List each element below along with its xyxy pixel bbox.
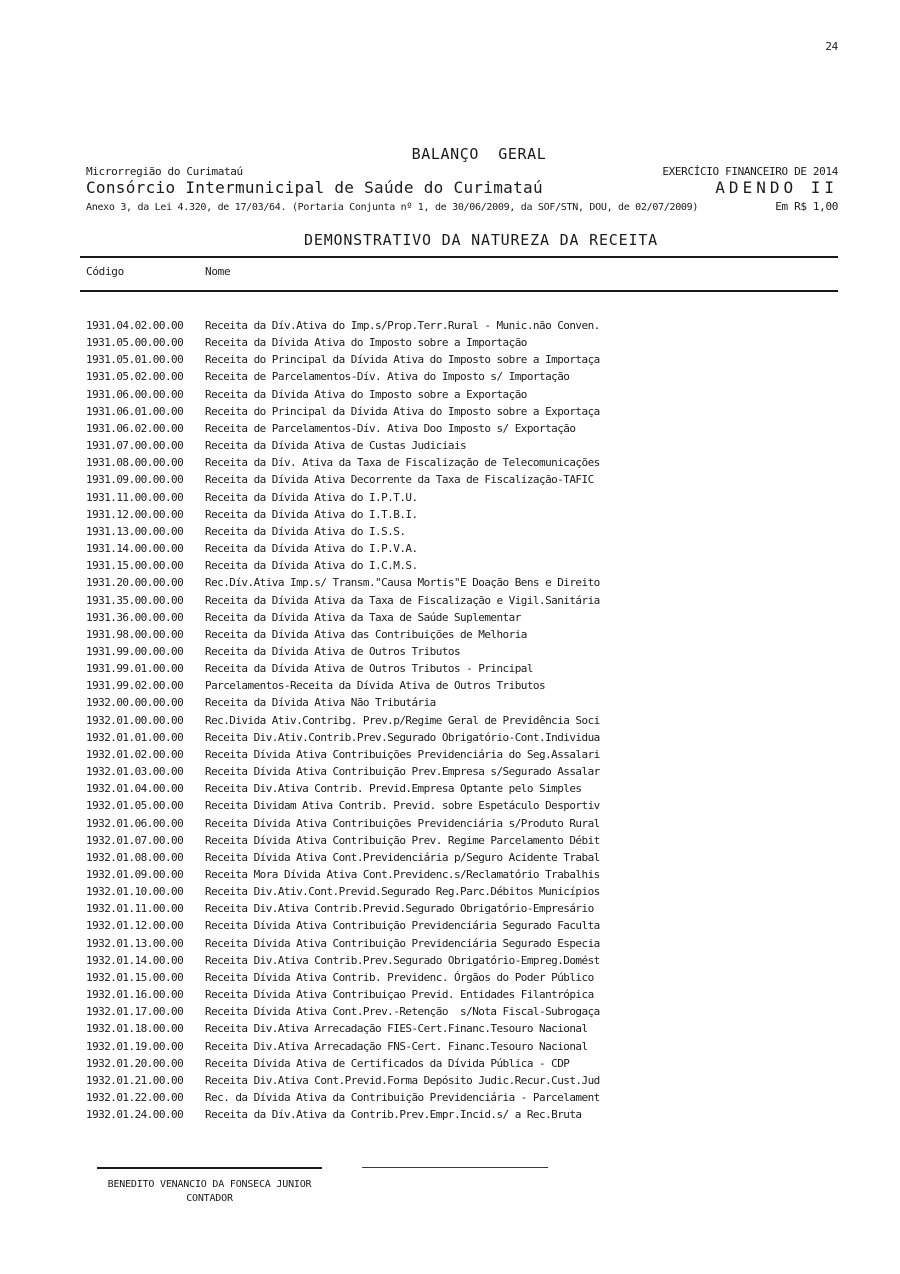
row-name: Receita da Dívida Ativa das Contribuições de Melhoria: [205, 627, 527, 641]
row-code: 1931.05.02.00.00: [86, 370, 184, 384]
table-row: [86, 506, 838, 523]
row-code: 1932.01.17.00.00: [86, 1005, 184, 1019]
row-name: Receita da Dívida Ativa Decorrente da Taxa de Fiscalização-TAFIC: [205, 473, 594, 487]
row-name: Receita da Dív.Ativa do Imp.s/Prop.Terr.Rural - Munic.não Conven.: [205, 319, 600, 332]
row-code: 1932.01.08.00.00: [86, 850, 184, 864]
row-name: Receita da Dívida Ativa Não Tributária: [205, 696, 436, 710]
table-row: [86, 368, 838, 385]
row-code: 1931.20.00.00.00: [86, 576, 184, 590]
row-code: 1932.01.01.00.00: [86, 730, 184, 744]
table-row: [86, 471, 838, 488]
row-name: Receita da Dívida Ativa do I.T.B.I.: [205, 507, 418, 521]
region-label: Microrregião do Curimataú: [86, 165, 243, 178]
row-code: 1932.01.22.00.00: [86, 1091, 184, 1105]
table-row: [86, 1020, 838, 1037]
table-row: [86, 609, 838, 626]
row-code: 1932.01.06.00.00: [86, 816, 184, 830]
legal-reference: Anexo 3, da Lei 4.320, de 17/03/64. (Portaria Conjunta nº 1, de 30/06/2009, da SOF/STN, DOU, de 02/07/2009): [86, 202, 699, 213]
table-row: [86, 729, 838, 746]
row-code: 1932.01.05.00.00: [86, 799, 184, 813]
table-row: [86, 1072, 838, 1089]
table-column-headers: [86, 265, 838, 278]
organization-name: Consórcio Intermunicipal de Saúde do Curimataú: [86, 178, 543, 197]
row-code: 1931.06.00.00.00: [86, 387, 184, 401]
table-header-rule: [80, 290, 838, 292]
row-name: Receita Dívida Ativa Contribuições Previdenciária do Seg.Assalari: [205, 747, 600, 761]
row-name: Receita da Dívida Ativa de Custas Judiciais: [205, 439, 467, 453]
row-name: Receita Dívida Ativa Cont.Previdenciária p/Seguro Acidente Trabal: [205, 850, 600, 864]
currency-note: Em R$ 1,00: [775, 200, 838, 213]
signature-block: [97, 1178, 322, 1206]
column-header-codigo: Código: [86, 265, 124, 278]
row-code: 1931.12.00.00.00: [86, 507, 184, 521]
row-name: Receita Dívida Ativa Contrib. Previdenc. Órgãos do Poder Público: [205, 970, 594, 984]
table-row: [86, 489, 838, 506]
row-code: 1932.01.19.00.00: [86, 1039, 184, 1053]
table-row: [86, 334, 838, 351]
row-name: Receita da Dívida Ativa do I.C.M.S.: [205, 559, 418, 573]
table-row: [86, 677, 838, 694]
signer-name: BENEDITO VENANCIO DA FONSECA JUNIOR: [107, 1179, 312, 1190]
row-name: Receita Div.Ativa Contrib. Previd.Empresa Optante pelo Simples: [205, 782, 582, 796]
row-name: Receita do Principal da Dívida Ativa do Imposto sobre a Importaça: [205, 353, 600, 367]
row-name: Receita Dívida Ativa Contribuições Previdenciária s/Produto Rural: [205, 816, 600, 830]
table-row: [86, 386, 838, 403]
table-row: [86, 935, 838, 952]
row-name: Receita Div.Ativa Arrecadação FNS-Cert. Financ.Tesouro Nacional: [205, 1039, 588, 1053]
row-name: Receita Dívida Ativa Contribuiçao Previd. Entidades Filantrópica: [205, 988, 594, 1002]
table-row: [86, 317, 838, 334]
row-name: Receita da Dív. Ativa da Taxa de Fiscalização de Telecomunicações: [205, 456, 600, 470]
row-code: 1931.99.01.00.00: [86, 662, 184, 676]
row-code: 1931.06.02.00.00: [86, 421, 184, 435]
row-code: 1931.35.00.00.00: [86, 593, 184, 607]
row-code: 1932.01.10.00.00: [86, 885, 184, 899]
header-line-2: [86, 178, 838, 197]
header-line-1: [86, 165, 838, 178]
table-row: [86, 574, 838, 591]
row-name: Receita da Dívida Ativa do I.S.S.: [205, 524, 406, 538]
fiscal-year-label: EXERCÍCIO FINANCEIRO DE 2014: [662, 165, 838, 178]
table-row: [86, 643, 838, 660]
row-code: 1932.01.03.00.00: [86, 765, 184, 779]
table-row: [86, 420, 838, 437]
table-row: [86, 403, 838, 420]
row-name: Receita Dívida Ativa Contribuição Previdenciária Segurado Especia: [205, 936, 600, 950]
table-row: [86, 797, 838, 814]
row-code: 1931.13.00.00.00: [86, 524, 184, 538]
table-top-rule: [80, 256, 838, 258]
table-row: [86, 454, 838, 471]
table-row: [86, 763, 838, 780]
addendum-label: ADENDO II: [715, 178, 838, 197]
row-code: 1932.01.16.00.00: [86, 988, 184, 1002]
table-row: [86, 1089, 838, 1106]
table-row: [86, 780, 838, 797]
row-code: 1931.36.00.00.00: [86, 610, 184, 624]
table-row: [86, 952, 838, 969]
row-code: 1932.01.07.00.00: [86, 833, 184, 847]
header-line-3: [86, 200, 838, 213]
row-code: 1932.01.00.00.00: [86, 713, 184, 727]
row-name: Rec. da Dívida Ativa da Contribuição Previdenciária - Parcelament: [205, 1091, 600, 1105]
row-code: 1931.15.00.00.00: [86, 559, 184, 573]
table-row: [86, 883, 838, 900]
table-row: [86, 523, 838, 540]
row-name: Receita da Dívida Ativa do I.P.V.A.: [205, 542, 418, 556]
table-row: [86, 866, 838, 883]
row-name: Receita Dívida Ativa Contribuição Prev.Empresa s/Segurado Assalar: [205, 765, 600, 779]
row-code: 1932.01.15.00.00: [86, 970, 184, 984]
row-code: 1931.99.02.00.00: [86, 679, 184, 693]
table-row: [86, 437, 838, 454]
table-row: [86, 1106, 838, 1123]
row-name: Receita da Dív.Ativa da Contrib.Prev.Empr.Incid.s/ a Rec.Bruta: [205, 1108, 582, 1122]
table-row: [86, 746, 838, 763]
row-code: 1931.04.02.00.00: [86, 319, 184, 332]
table-row: [86, 900, 838, 917]
row-name: Receita Dívida Ativa Contribuição Previdenciária Segurado Faculta: [205, 919, 600, 933]
row-code: 1931.99.00.00.00: [86, 644, 184, 658]
row-name: Rec.Dív.Ativa Imp.s/ Transm."Causa Mortis"E Doação Bens e Direito: [205, 576, 600, 590]
table-row: [86, 917, 838, 934]
row-code: 1932.01.21.00.00: [86, 1073, 184, 1087]
row-code: 1931.11.00.00.00: [86, 490, 184, 504]
row-code: 1932.00.00.00.00: [86, 696, 184, 710]
table-row: [86, 1055, 838, 1072]
row-name: Receita da Dívida Ativa de Outros Tributos - Principal: [205, 662, 533, 676]
row-name: Receita Dívida Ativa de Certificados da Dívida Pública - CDP: [205, 1056, 570, 1070]
table-row: [86, 1003, 838, 1020]
row-name: Receita da Dívida Ativa da Taxa de Saúde Suplementar: [205, 610, 521, 624]
row-name: Receita Div.Ativa Contrib.Previd.Segurado Obrigatório-Empresário: [205, 902, 594, 916]
row-code: 1932.01.14.00.00: [86, 953, 184, 967]
table-row: [86, 832, 838, 849]
row-name: Receita da Dívida Ativa do Imposto sobre a Importação: [205, 336, 527, 350]
table-row: [86, 986, 838, 1003]
table-row: [86, 557, 838, 574]
signer-role: CONTADOR: [186, 1193, 233, 1204]
row-code: 1931.06.01.00.00: [86, 404, 184, 418]
table-row: [86, 969, 838, 986]
table-row: [86, 694, 838, 711]
row-code: 1931.08.00.00.00: [86, 456, 184, 470]
row-name: Receita da Dívida Ativa de Outros Tributos: [205, 644, 461, 658]
row-code: 1932.01.09.00.00: [86, 868, 184, 881]
row-name: Receita de Parcelamentos-Dív. Ativa do Imposto s/ Importação: [205, 370, 570, 384]
row-name: Rec.Divida Ativ.Contribg. Prev.p/Regime Geral de Previdência Soci: [205, 713, 600, 727]
row-name: Receita Div.Ativ.Cont.Previd.Segurado Reg.Parc.Débitos Municípios: [205, 885, 600, 899]
row-name: Receita Div.Ativa Contrib.Prev.Segurado Obrigatório-Empreg.Domést: [205, 953, 600, 967]
table-row: [86, 1038, 838, 1055]
row-code: 1932.01.11.00.00: [86, 902, 184, 916]
row-name: Receita Div.Ativa Arrecadação FIES-Cert.Financ.Tesouro Nacional: [205, 1022, 588, 1036]
signature-line-right: [362, 1167, 548, 1168]
row-code: 1931.05.01.00.00: [86, 353, 184, 367]
row-name: Receita da Dívida Ativa do Imposto sobre a Exportação: [205, 387, 527, 401]
signature-line-left: [97, 1167, 322, 1169]
row-name: Receita Dividam Ativa Contrib. Previd. sobre Espetáculo Desportiv: [205, 799, 600, 813]
row-name: Receita da Dívida Ativa da Taxa de Fiscalização e Vigil.Sanitária: [205, 593, 600, 607]
row-name: Receita Dívida Ativa Cont.Prev.-Retenção s/Nota Fiscal-Subrogaça: [205, 1005, 600, 1019]
table-row: [86, 712, 838, 729]
table-row: [86, 351, 838, 368]
row-name: Receita do Principal da Dívida Ativa do Imposto sobre a Exportaça: [205, 404, 600, 418]
table-row: [86, 815, 838, 832]
row-code: 1932.01.24.00.00: [86, 1108, 184, 1122]
row-code: 1932.01.18.00.00: [86, 1022, 184, 1036]
page-number: 24: [825, 40, 838, 53]
table-row: [86, 592, 838, 609]
row-code: 1932.01.13.00.00: [86, 936, 184, 950]
row-name: Receita Dívida Ativa Contribuição Prev. Regime Parcelamento Débit: [205, 833, 600, 847]
table-row: [86, 660, 838, 677]
column-header-nome: Nome: [205, 265, 231, 278]
row-name: Receita de Parcelamentos-Dív. Ativa Doo Imposto s/ Exportação: [205, 421, 576, 435]
revenue-table-body: [86, 317, 838, 1123]
row-code: 1932.01.02.00.00: [86, 747, 184, 761]
row-code: 1931.05.00.00.00: [86, 336, 184, 350]
row-name: Receita Div.Ativa Cont.Previd.Forma Depósito Judic.Recur.Cust.Jud: [205, 1073, 600, 1087]
document-title: BALANÇO GERAL: [411, 145, 547, 163]
row-code: 1932.01.04.00.00: [86, 782, 184, 796]
table-row: [86, 540, 838, 557]
table-row: [86, 849, 838, 866]
row-name: Receita da Dívida Ativa do I.P.T.U.: [205, 490, 418, 504]
row-name: Receita Mora Dívida Ativa Cont.Previdenc.s/Reclamatório Trabalhis: [205, 868, 600, 881]
row-code: 1931.14.00.00.00: [86, 542, 184, 556]
section-title: DEMONSTRATIVO DA NATUREZA DA RECEITA: [304, 231, 658, 249]
table-row: [86, 626, 838, 643]
row-code: 1931.09.00.00.00: [86, 473, 184, 487]
row-code: 1932.01.12.00.00: [86, 919, 184, 933]
row-name: Parcelamentos-Receita da Dívida Ativa de Outros Tributos: [205, 679, 546, 693]
row-name: Receita Div.Ativ.Contrib.Prev.Segurado Obrigatório-Cont.Individua: [205, 730, 600, 744]
row-code: 1931.98.00.00.00: [86, 627, 184, 641]
row-code: 1931.07.00.00.00: [86, 439, 184, 453]
row-code: 1932.01.20.00.00: [86, 1056, 184, 1070]
